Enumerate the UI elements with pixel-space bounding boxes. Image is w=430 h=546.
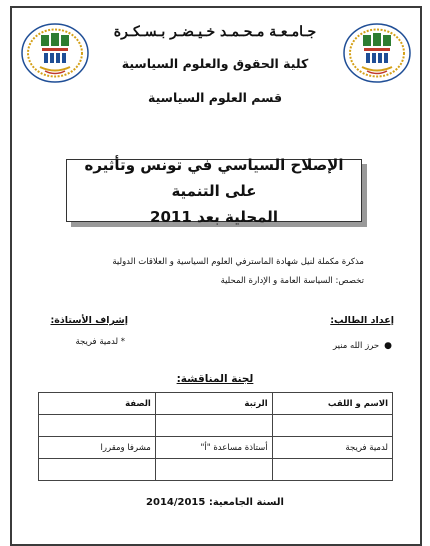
student-entry	[270, 341, 392, 351]
cell-rank	[155, 459, 272, 481]
university-name: جـامـعـة مـحـمـد خـيـضـر بـسـكـرة	[113, 24, 317, 40]
cell-name	[272, 459, 392, 481]
cell-name	[272, 415, 392, 437]
table-row	[39, 415, 393, 437]
cell-role: مشرفا ومقررا	[39, 437, 156, 459]
memo-description: مذكرة مكملة لنيل شهادة الماسترفي العلوم السياسية و العلاقات الدولية	[112, 257, 364, 267]
thesis-title-line-2: المحلية بعد 2011	[150, 207, 278, 226]
cell-role	[39, 459, 156, 481]
specialization: تخصص: السياسة العامة و الإدارة المحلية	[220, 276, 364, 286]
table-row	[39, 459, 393, 481]
supervisor-name: * لدمية فريجة	[75, 337, 125, 347]
header-name: الاسم و اللقب	[272, 393, 392, 415]
header-rank: الرتبة	[155, 393, 272, 415]
cell-name: لدمية فريجة	[272, 437, 392, 459]
header-role: الصفة	[39, 393, 156, 415]
supervision-label: إشراف الأستاذة:	[50, 315, 128, 326]
committee-table	[38, 392, 393, 481]
cell-rank	[155, 415, 272, 437]
cell-rank: أستاذة مساعدة "أ"	[155, 437, 272, 459]
academic-year: السنة الجامعية: 2014/2015	[146, 497, 284, 508]
university-logo-left	[20, 22, 90, 84]
university-logo-right	[342, 22, 412, 84]
thesis-title-box	[66, 155, 362, 226]
department-name: قسم العلوم السياسية	[147, 90, 282, 105]
cell-role	[39, 415, 156, 437]
bullet-icon: ●	[384, 341, 392, 351]
committee-title: لجنة المناقشة:	[176, 373, 254, 385]
student-name: حرز الله منير	[332, 341, 380, 351]
table-header-row	[39, 393, 393, 415]
prepared-by-label: إعداد الطالب:	[330, 315, 394, 326]
table-row	[39, 437, 393, 459]
faculty-name: كلية الحقوق والعلوم السياسية	[121, 56, 309, 71]
thesis-title-line-1: الإصلاح السياسي في تونس وتأثيره على التنمية	[84, 155, 344, 200]
